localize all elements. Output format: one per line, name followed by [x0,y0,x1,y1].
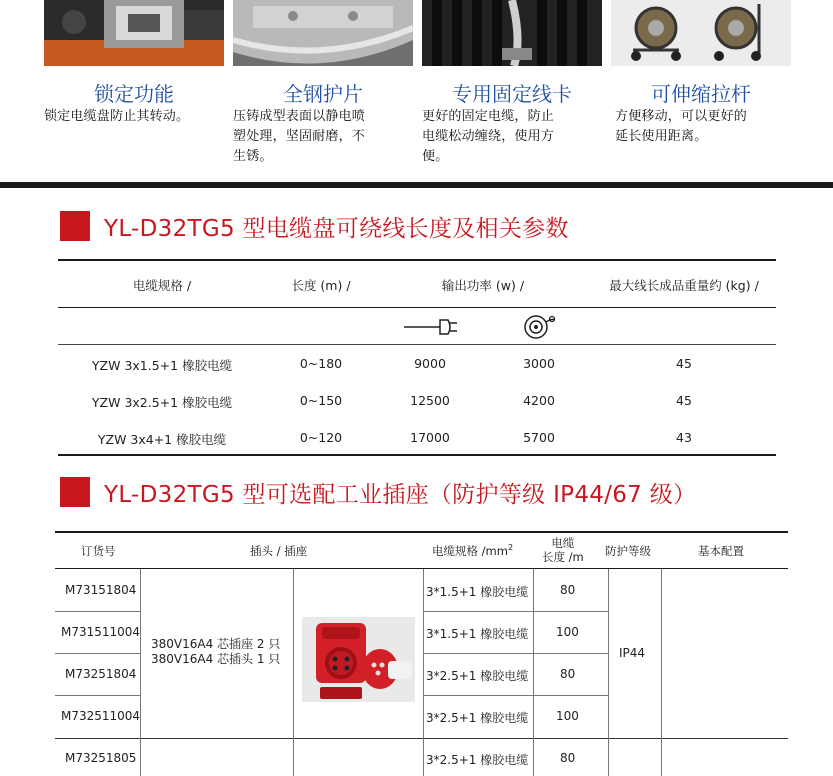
row-cable-length: 100 [556,709,579,723]
row-order-no: M73251804 [65,667,137,681]
row-weight: 45 [676,393,692,408]
table-col-rule [608,569,609,776]
table-rule [58,344,776,345]
feature-title-clip: 专用固定线卡 [452,82,572,106]
row-spec: YZW 3x4+1 橡胶电缆 [97,432,227,447]
cable-params-table [58,259,776,459]
feature-image-steel [233,0,413,66]
row-power-plug: 12500 [410,393,450,408]
row-power-coil: 3000 [523,356,555,371]
feature-strip [0,0,833,185]
feature-desc-steel [233,107,418,167]
feature-image-lock [44,0,224,66]
socket-photo [302,617,415,702]
row-cable-length: 80 [560,583,576,597]
section-marker [60,211,90,241]
table-col-rule [293,569,294,776]
row-cable-length: 80 [560,751,576,765]
plug-icon [404,317,458,337]
header-output-power: 输出功率 (w) / [441,278,525,293]
table-rule-top [55,531,788,533]
feature-desc-line: 锁定电缆盘防止其转动。 [44,109,190,124]
row-weight: 45 [676,356,692,371]
feature-desc-line: 更好的固定电缆，防止 [422,109,555,124]
header-cable-spec-sup: 2 [507,543,514,553]
table-rule [58,307,776,308]
table-rule [423,653,608,654]
feature-desc-line: 方便移动，可以更好的 [615,109,748,124]
row-length: 0~180 [299,356,343,371]
header-length: 长度 (m) / [291,278,351,293]
feature-desc-line: 生锈。 [233,149,273,164]
feature-desc-line: 压铸成型表面以静电喷 [233,109,366,124]
table-rule-top [58,259,776,261]
row-cable-length: 100 [556,625,579,639]
table-rule [55,568,788,569]
feature-title-handle: 可伸缩拉杆 [651,82,751,106]
row-power-plug: 17000 [410,430,450,445]
table-rule [423,611,608,612]
plug-desc-line: 380V16A4 芯插头 1 只 [151,652,281,666]
row-cable-spec: 3*1.5+1 橡胶电缆 [426,585,529,599]
section1-title: YL-D32TG5 型电缆盘可绕线长度及相关参数 [104,215,569,242]
table-rule [423,695,608,696]
row-spec: YZW 3x2.5+1 橡胶电缆 [91,395,233,410]
row-weight: 43 [676,430,692,445]
row-cable-spec: 3*2.5+1 橡胶电缆 [426,753,529,767]
table-col-rule [140,569,141,776]
feature-desc-line: 延长使用距离。 [615,129,708,144]
ip-rating-value: IP44 [619,646,646,660]
row-order-no: M731511004 [61,625,141,639]
header-ip-rating: 防护等级 [605,544,651,558]
row-power-plug: 9000 [414,356,446,371]
table-col-rule [533,569,534,776]
row-power-coil: 5700 [523,430,555,445]
table-rule [55,653,140,654]
section2-title: YL-D32TG5 型可选配工业插座（防护等级 IP44/67 级） [104,481,697,508]
table-col-rule [661,569,662,776]
section-divider [0,182,833,188]
header-cable-spec [432,543,513,559]
table-rule [55,695,140,696]
feature-desc-handle [615,107,800,147]
plug-description [151,637,280,667]
table-rule [55,738,788,739]
feature-title-steel: 全钢护片 [283,82,363,106]
row-order-no: M73251805 [65,751,137,765]
feature-desc-line: 塑处理，坚固耐磨，不 [233,129,366,144]
row-length: 0~120 [299,430,343,445]
row-spec: YZW 3x1.5+1 橡胶电缆 [91,358,233,373]
header-cable-length-top: 电缆 [551,536,575,550]
header-plug-socket: 插头 / 插座 [250,544,308,558]
header-cable-length [542,536,584,564]
row-order-no: M732511004 [61,709,141,723]
header-basic-config: 基本配置 [698,544,744,558]
section2-header [60,477,696,507]
feature-desc-lock [44,107,229,127]
coil-icon [522,314,556,340]
feature-image-clip [422,0,602,66]
header-cable-spec-text: 电缆规格 /mm [432,544,508,558]
header-cable-length-bottom: 长度 /m [542,550,584,564]
feature-desc-line: 便。 [422,149,449,164]
table-col-rule [423,569,424,776]
row-cable-spec: 3*2.5+1 橡胶电缆 [426,711,529,725]
row-cable-spec: 3*1.5+1 橡胶电缆 [426,627,529,641]
row-length: 0~150 [299,393,343,408]
row-power-coil: 4200 [523,393,555,408]
section-marker [60,477,90,507]
header-order-no: 订货号 [81,544,116,558]
header-cable-spec: 电缆规格 / [132,278,192,293]
section1-header [60,211,569,241]
plug-desc-line: 380V16A4 芯插座 2 只 [151,637,281,651]
table-rule-bottom [58,454,776,456]
row-cable-spec: 3*2.5+1 橡胶电缆 [426,669,529,683]
industrial-socket-icon [302,617,415,702]
row-cable-length: 80 [560,667,576,681]
header-weight: 最大线长成品重量约 (kg) / [609,278,759,293]
socket-options-table [55,531,788,776]
feature-desc-line: 电缆松动缠绕，使用方 [422,129,555,144]
feature-desc-clip [422,107,607,167]
feature-title-lock: 锁定功能 [94,82,174,106]
table-rule [55,611,140,612]
feature-image-handle [611,0,791,66]
row-order-no: M73151804 [65,583,137,597]
